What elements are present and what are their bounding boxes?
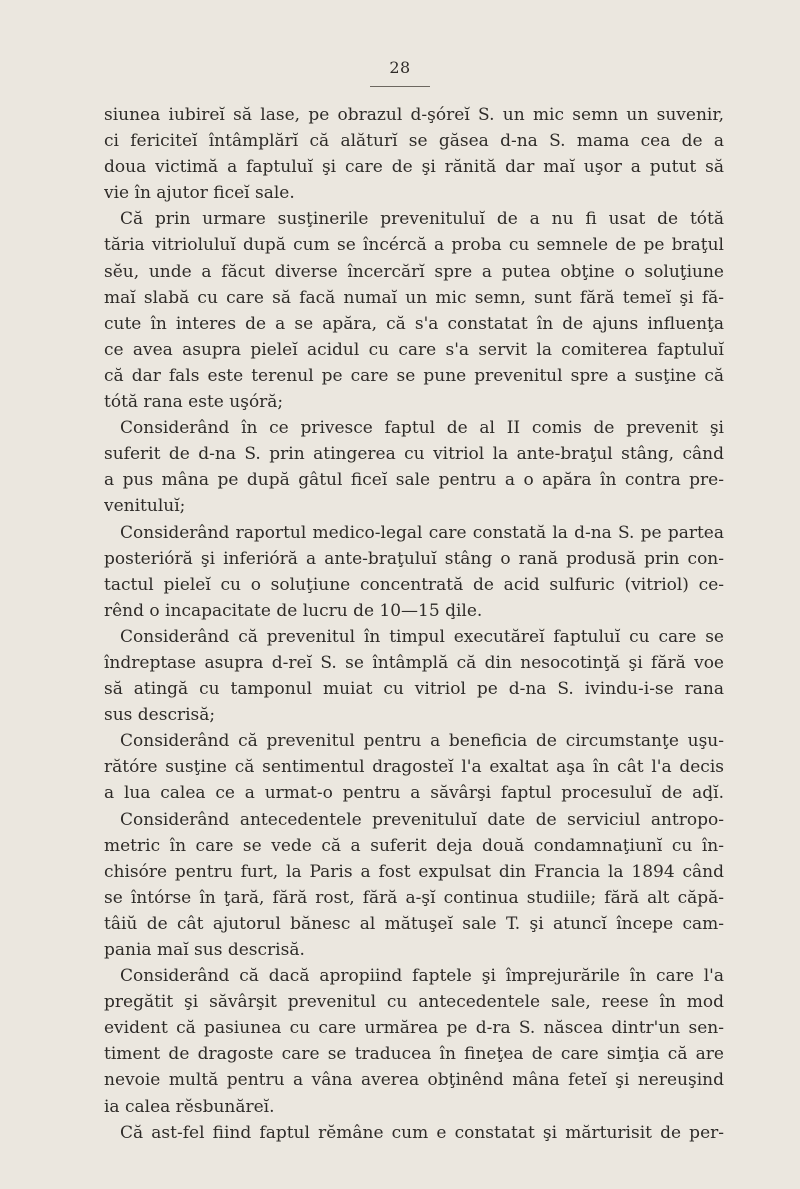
- page-number: 28: [389, 58, 411, 77]
- text-line: nevoie multă pentru a vâna averea obţinênd mâna feteĭ şi nereuşind: [104, 1070, 724, 1091]
- text-line: Că prin urmare susţinerile prevenituluĭ de a nu fi usat de tótă: [120, 209, 724, 230]
- text-line: rătóre susţine că sentimentul dragosteĭ l'a exaltat aşa în cât l'a decis: [104, 757, 724, 778]
- text-line: chisóre pentru furt, la Paris a fost expulsat din Francia la 1894 când: [104, 861, 724, 882]
- text-line: să atingă cu tamponul muiat cu vitriol pe d-na S. ivindu-i-se rana: [104, 679, 724, 700]
- text-line: Că ast-fel fiind faptul rĕmâne cum e constatat şi mărturisit de per-: [120, 1122, 724, 1143]
- text-line: Considerând raportul medico-legal care constată la d-na S. pe partea: [120, 522, 724, 543]
- text-line: doua victimă a faptuluĭ şi care de şi rănită dar maĭ uşor a putut să: [104, 157, 724, 178]
- text-line: pania maĭ sus descrisă.: [104, 940, 305, 960]
- text-line: sus descrisă;: [104, 705, 216, 726]
- text-line: suferit de d-na S. prin atingerea cu vitriol la ante-braţul stâng, când: [104, 444, 724, 465]
- header-rule: [370, 86, 430, 87]
- text-line: ci fericiteĭ întâmplărĭ că alăturĭ se găsea d-na S. mama cea de a: [104, 131, 724, 152]
- text-line: ia calea rĕsbunăreĭ.: [104, 1096, 275, 1117]
- body-text: [104, 102, 724, 1146]
- text-line: a lua calea ce a urmat-o pentru a săvârşi faptul procesuluĭ de aḑĭ.: [104, 783, 724, 804]
- text-line: Considerând că dacă apropiind faptele şi împrejurările în care l'a: [120, 966, 724, 987]
- text-line: se întórse în ţară, fără rost, fără a-şĭ continua studiile; fără alt căpă-: [104, 887, 724, 908]
- text-line: ce avea asupra pieleĭ acidul cu care s'a servit la comiterea faptuluĭ: [104, 339, 724, 360]
- text-line: a pus mâna pe după gâtul ficeĭ sale pentru a o apăra în contra pre-: [104, 470, 724, 491]
- text-line: că dar fals este terenul pe care se pune prevenitul spre a susţine că: [104, 365, 724, 386]
- text-line: Considerând în ce privesce faptul de al II comis de prevenit şi: [120, 418, 724, 439]
- text-line: îndreptase asupra d-reĭ S. se întâmplă că din nesocotinţă şi fără voe: [104, 652, 724, 673]
- text-line: posterióră şi inferióră a ante-braţuluĭ stâng o rană produsă prin con-: [104, 548, 724, 569]
- text-line: Considerând că prevenitul pentru a beneficia de circumstanţe uşu-: [120, 731, 724, 752]
- text-line: Considerând antecedentele prevenituluĭ date de serviciul antropo-: [120, 809, 724, 830]
- text-line: timent de dragoste care se traducea în fineţea de care simţia că are: [104, 1044, 724, 1065]
- text-line: venituluĭ;: [104, 496, 186, 517]
- text-line: tótă rana este uşóră;: [104, 392, 284, 413]
- text-line: vie în ajutor ficeĭ sale.: [104, 183, 295, 204]
- text-line: siunea iubireĭ să lase, pe obrazul d-şóreĭ S. un mic semn un suvenir,: [104, 105, 724, 125]
- text-line: pregătit şi săvârşit prevenitul cu antecedentele sale, reese în mod: [104, 992, 724, 1013]
- text-line: evident că pasiunea cu care urmărea pe d-ra S. născea dintr'un sen-: [104, 1018, 724, 1039]
- text-line: sĕu, unde a făcut diverse încercărĭ spre a putea obţine o soluţiune: [104, 261, 724, 282]
- text-line: maĭ slabă cu care să facă numaĭ un mic semn, sunt fără temeĭ şi fă-: [104, 287, 724, 308]
- text-line: rênd o incapacitate de lucru de 10—15 ḑile.: [104, 600, 483, 621]
- text-line: Considerând că prevenitul în timpul executăreĭ faptuluĭ cu care se: [120, 626, 724, 647]
- text-line: tăria vitrioluluĭ după cum se încércă a proba cu semnele de pe braţul: [104, 235, 724, 256]
- text-line: cute în interes de a se apăra, că s'a constatat în de ajuns influenţa: [104, 313, 724, 334]
- text-line: tâiŭ de cât ajutorul bănesc al mătuşeĭ sale T. şi atuncĭ începe cam-: [104, 913, 724, 934]
- text-line: tactul pieleĭ cu o soluţiune concentrată de acid sulfuric (vitriol) ce-: [104, 574, 724, 595]
- text-line: metric în care se vede că a suferit deja două condamnaţiunĭ cu în-: [104, 835, 724, 856]
